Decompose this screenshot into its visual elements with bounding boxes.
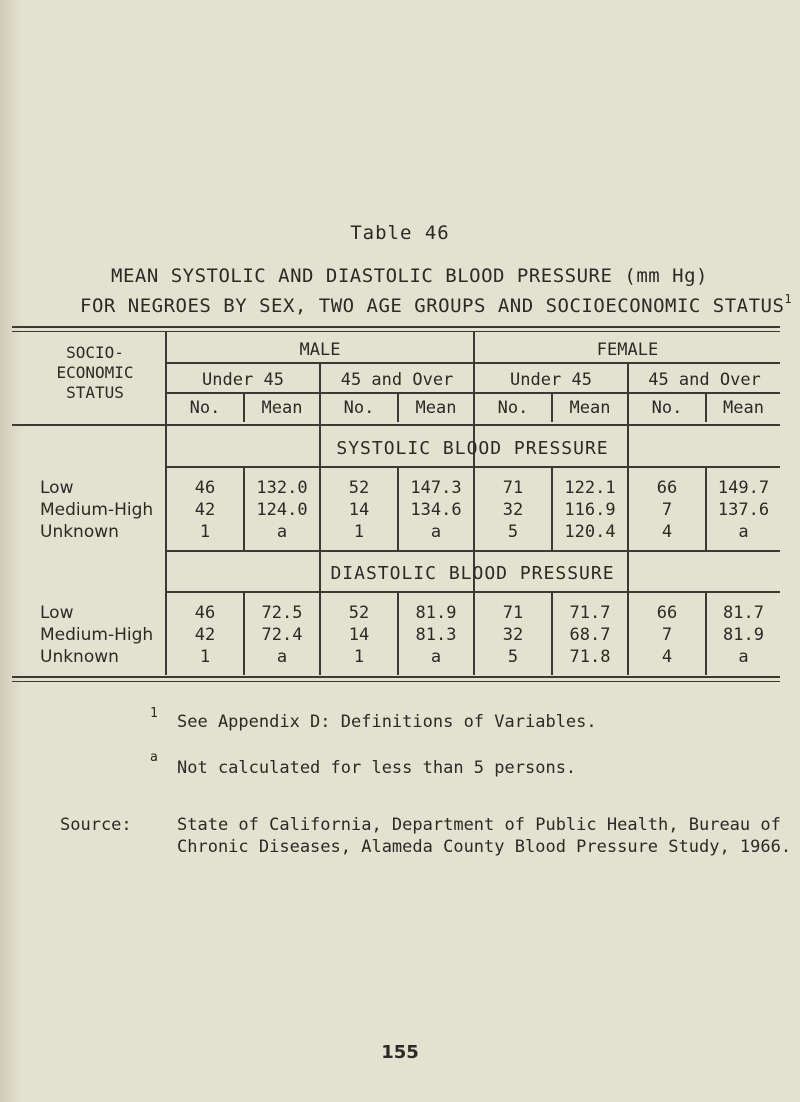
stub-header-line: SOCIO- [66, 343, 124, 362]
header-male-45-over: 45 and Over [340, 370, 454, 390]
table-cell: 1 [199, 647, 211, 667]
table-cell: 32 [502, 625, 524, 645]
col-header-no: No. [189, 398, 221, 418]
table-cell: a [430, 522, 442, 542]
stub-header [30, 343, 160, 403]
col-divider [551, 591, 553, 675]
table-cell: 149.7 [717, 478, 770, 498]
col-divider [319, 591, 321, 675]
col-header-no: No. [497, 398, 529, 418]
table-cell: 4 [661, 647, 673, 667]
col-header-mean: Mean [415, 398, 457, 418]
table-cell: 122.1 [564, 478, 616, 498]
table-cell: 134.6 [410, 500, 462, 520]
table-cell: 71 [502, 478, 524, 498]
table-cell: 124.0 [256, 500, 308, 520]
table-cell: 81.3 [415, 625, 457, 645]
table-cell: 5 [507, 647, 519, 667]
section-rule [165, 550, 780, 552]
table-cell: 132.0 [256, 478, 308, 498]
table-cell: 1 [353, 522, 365, 542]
footnote-mark: a [150, 750, 158, 765]
section-title-systolic: SYSTOLIC BLOOD PRESSURE [336, 438, 609, 459]
source-label: Source: [60, 815, 132, 835]
col-divider [165, 591, 167, 675]
title-line-2-text: FOR NEGROES BY SEX, TWO AGE GROUPS AND SOCIOECONOMIC STATUS [80, 295, 785, 317]
table-cell: a [738, 647, 749, 667]
section-title-diastolic: DIASTOLIC BLOOD PRESSURE [330, 563, 615, 584]
header-female-45-over: 45 and Over [648, 370, 761, 390]
table-cell: 5 [507, 522, 519, 542]
age-header-rule [165, 392, 780, 394]
header-female-under-45: Under 45 [510, 370, 592, 390]
col-divider [397, 392, 399, 422]
table-cell: 46 [194, 603, 216, 623]
table-cell: 14 [348, 625, 370, 645]
bottom-rule [12, 676, 780, 678]
table-cell: 71.7 [569, 603, 611, 623]
bottom-rule-2 [12, 681, 780, 682]
table-cell: a [430, 647, 442, 667]
table-cell: 32 [502, 500, 524, 520]
table-cell: a [276, 522, 288, 542]
header-bottom-rule [12, 424, 780, 426]
col-header-mean: Mean [261, 398, 303, 418]
section-rule [165, 466, 780, 468]
header-male: MALE [299, 340, 341, 360]
table-title-line-1: MEAN SYSTOLIC AND DIASTOLIC BLOOD PRESSURE (mm Hg) [111, 265, 708, 287]
table-cell: 52 [348, 478, 370, 498]
col-divider [243, 466, 245, 550]
table-cell: 42 [194, 500, 216, 520]
table-cell: 14 [348, 500, 370, 520]
col-header-mean: Mean [723, 398, 764, 418]
col-divider [705, 591, 707, 675]
table-cell: 42 [194, 625, 216, 645]
col-divider [551, 392, 553, 422]
table-cell: 46 [194, 478, 216, 498]
table-cell: a [738, 522, 749, 542]
source-line-2: Chronic Diseases, Alameda County Blood Pressure Study, 1966. [177, 837, 792, 857]
table-cell: 81.7 [723, 603, 764, 623]
table-cell: 147.3 [410, 478, 462, 498]
sex-header-rule [165, 362, 780, 364]
table-cell: 1 [353, 647, 365, 667]
table-title-line-2 [80, 292, 792, 317]
col-divider [627, 591, 629, 675]
table-cell: 81.9 [415, 603, 457, 623]
table-cell: 71.8 [569, 647, 611, 667]
table-cell: 1 [199, 522, 211, 542]
row-label-unknown: Unknown [40, 647, 119, 667]
table-cell: 137.6 [717, 500, 770, 520]
col-divider [705, 392, 707, 422]
table-cell: 116.9 [564, 500, 616, 520]
col-divider [397, 591, 399, 675]
header-male-under-45: Under 45 [202, 370, 284, 390]
table-cell: 52 [348, 603, 370, 623]
footnote-1: See Appendix D: Definitions of Variables. [177, 712, 597, 732]
table-cell: 120.4 [564, 522, 616, 542]
col-header-no: No. [651, 398, 683, 418]
table-cell: 7 [661, 625, 673, 645]
table-cell: 4 [661, 522, 673, 542]
stub-header-line: STATUS [66, 383, 124, 402]
col-divider [243, 591, 245, 675]
table-cell: 68.7 [569, 625, 611, 645]
col-divider [473, 591, 475, 675]
table-cell: 66 [656, 603, 678, 623]
table-cell: 71 [502, 603, 524, 623]
stub-header-line: ECONOMIC [56, 363, 134, 382]
col-divider [551, 466, 553, 550]
col-divider [397, 466, 399, 550]
source-line-1: State of California, Department of Public Health, Bureau of [177, 815, 781, 835]
col-header-mean: Mean [569, 398, 611, 418]
page-number: 155 [381, 1042, 419, 1063]
header-female: FEMALE [596, 340, 659, 360]
row-label-low: Low [40, 478, 74, 498]
table-cell: 81.9 [723, 625, 764, 645]
table-cell: 72.4 [261, 625, 303, 645]
footnote-a: Not calculated for less than 5 persons. [177, 758, 577, 778]
footnote-mark: 1 [150, 706, 158, 721]
table-number: Table 46 [350, 222, 450, 244]
row-label-medium-high: Medium-High [40, 625, 154, 645]
table-cell: 7 [661, 500, 673, 520]
title-footnote-mark: 1 [784, 292, 793, 306]
table-cell: 66 [656, 478, 678, 498]
row-label-low: Low [40, 603, 74, 623]
col-divider [243, 392, 245, 422]
table-cell: a [276, 647, 288, 667]
col-divider [705, 466, 707, 550]
table-cell: 72.5 [261, 603, 303, 623]
top-rule-2 [12, 331, 780, 332]
col-header-no: No. [343, 398, 375, 418]
row-label-unknown: Unknown [40, 522, 119, 542]
row-label-medium-high: Medium-High [40, 500, 154, 520]
page-edge [0, 0, 22, 1102]
top-rule [12, 326, 780, 328]
